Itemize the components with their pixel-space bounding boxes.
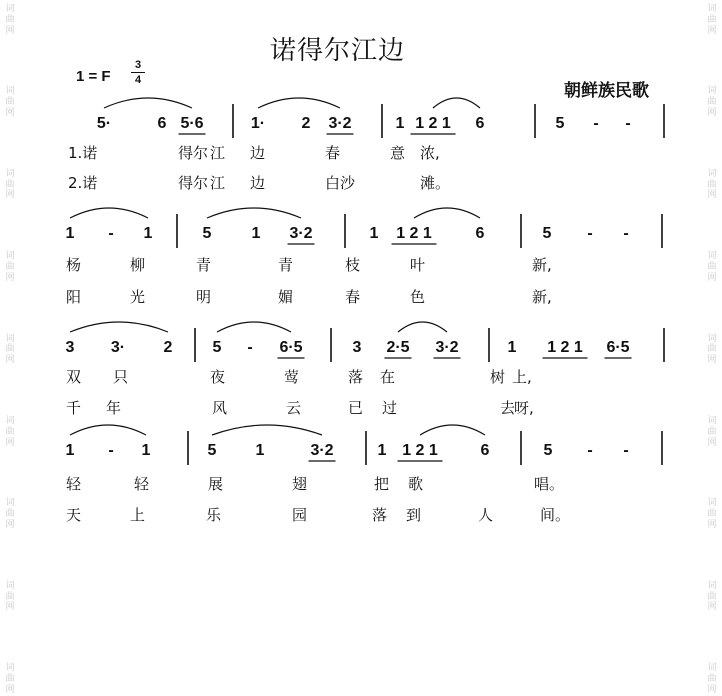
watermark-char: 曲	[707, 14, 717, 25]
lyric-word: 在	[380, 368, 396, 386]
watermark-char: 网	[707, 437, 717, 448]
watermark-char: 网	[707, 602, 717, 613]
lyric-word: 色	[410, 288, 426, 306]
note: 3	[352, 339, 362, 356]
lyric-word: 1.诺	[68, 144, 98, 162]
note: 5	[212, 339, 222, 356]
note: 1	[65, 225, 75, 242]
lyric-word: 柳	[130, 256, 146, 274]
note: -	[625, 115, 631, 132]
watermark-char: 词	[707, 251, 717, 262]
watermark-char: 网	[5, 272, 15, 283]
key-signature: 1 = F	[76, 68, 111, 85]
lyric-word: 2.诺	[68, 174, 98, 192]
watermark-char: 曲	[707, 261, 717, 272]
watermark-char: 曲	[5, 591, 15, 602]
lyric-word: 枝	[345, 256, 361, 274]
note: 6·5	[606, 339, 630, 356]
lyric-word: 阳	[66, 288, 82, 306]
note: 1	[395, 115, 405, 132]
note: 3·2	[310, 442, 334, 459]
watermark-char: 词	[5, 663, 15, 674]
lyric-word: 春	[345, 288, 361, 306]
slur-arc	[258, 98, 340, 108]
watermark-char: 曲	[5, 97, 15, 108]
lyric-word: 滩。	[420, 174, 451, 192]
note: 3	[65, 339, 75, 356]
watermark-char: 词	[5, 168, 15, 179]
note: 1 2 1	[396, 225, 432, 242]
slur-arc	[104, 98, 192, 108]
note: 3·2	[328, 115, 352, 132]
watermark-char: 曲	[707, 344, 717, 355]
lyric-word: 新,	[532, 288, 552, 306]
note: 3·2	[289, 225, 313, 242]
lyric-word: 春	[325, 144, 341, 162]
lyric-word: 翅	[292, 475, 308, 493]
watermark-char: 曲	[707, 591, 717, 602]
watermark-char: 网	[707, 684, 717, 695]
watermark-char: 网	[5, 684, 15, 695]
lyric-word: 青	[196, 256, 212, 274]
watermark-char: 曲	[707, 97, 717, 108]
note: 1 2 1	[415, 115, 451, 132]
note: -	[587, 442, 593, 459]
lyric-word: 新,	[532, 256, 552, 274]
note: -	[623, 225, 629, 242]
lyric-word: 乐	[206, 506, 222, 524]
lyric-word: 叶	[410, 256, 426, 274]
slur-arc	[420, 425, 485, 435]
watermark-char: 词	[707, 415, 717, 426]
lyric-word: 夜	[210, 368, 226, 386]
watermark-char: 网	[707, 25, 717, 36]
note: 5·	[96, 115, 112, 132]
slur-arc	[207, 208, 301, 218]
lyric-word: 媚	[278, 288, 294, 306]
note: 1	[377, 442, 387, 459]
lyric-word: 歌	[408, 475, 424, 493]
watermark-char: 网	[707, 355, 717, 366]
note: 1 2 1	[402, 442, 438, 459]
lyric-word: 江	[210, 174, 226, 192]
watermark-char: 词	[707, 4, 717, 14]
lyric-word: 年	[106, 399, 122, 417]
watermark-char: 曲	[707, 426, 717, 437]
watermark-char: 词	[707, 168, 717, 179]
lyric-word: 园	[292, 506, 308, 524]
watermark-char: 词	[707, 333, 717, 344]
note: 1	[65, 442, 75, 459]
note: 2·5	[386, 339, 410, 356]
watermark-char: 词	[5, 86, 15, 97]
time-signature-top: 3	[134, 59, 142, 71]
lyric-word: 得尔	[178, 144, 209, 162]
note: -	[593, 115, 599, 132]
watermark-char: 曲	[5, 673, 15, 684]
lyric-word: 天	[66, 506, 82, 524]
note: 5	[543, 442, 553, 459]
slur-arc	[414, 208, 480, 218]
note: 3·	[110, 339, 126, 356]
watermark-group	[707, 581, 716, 613]
slur-arc	[433, 98, 480, 108]
lyric-word: 间。	[540, 506, 571, 524]
lyric-word: 轻	[66, 475, 82, 493]
note: 5	[202, 225, 212, 242]
watermark-char: 网	[5, 602, 15, 613]
note: 1	[369, 225, 379, 242]
note: 5	[542, 225, 552, 242]
note: -	[108, 225, 114, 242]
watermark-char: 曲	[5, 426, 15, 437]
note: 1	[143, 225, 153, 242]
time-signature-bottom: 4	[134, 74, 142, 86]
watermark-char: 词	[5, 4, 15, 14]
lyric-word: 把	[374, 475, 390, 493]
lyric-word: 人	[478, 506, 494, 524]
lyric-word: 光	[130, 288, 146, 306]
song-title: 诺得尔江边	[270, 36, 406, 66]
watermark-char: 词	[5, 580, 15, 591]
note: 1 2 1	[547, 339, 583, 356]
note: -	[623, 442, 629, 459]
watermark-char: 曲	[707, 673, 717, 684]
watermark-char: 网	[707, 519, 717, 530]
watermark-char: 网	[5, 190, 15, 201]
watermark-char: 曲	[707, 179, 717, 190]
lyric-word: 边	[250, 174, 266, 192]
watermark-char: 词	[5, 251, 15, 262]
note: 1	[255, 442, 265, 459]
lyric-word: 杨	[66, 256, 82, 274]
lyric-word: 过	[382, 399, 398, 417]
lyric-word: 落	[372, 506, 388, 524]
watermark-group	[5, 581, 14, 613]
lyric-word: 落	[348, 368, 364, 386]
watermark-char: 词	[707, 663, 717, 674]
watermark-char: 词	[5, 498, 15, 509]
lyric-word: 树	[490, 368, 506, 386]
lyric-word: 江	[210, 144, 226, 162]
note: 1	[141, 442, 151, 459]
watermark-char: 网	[707, 190, 717, 201]
lyric-word: 已	[348, 399, 364, 417]
watermark-char: 网	[5, 355, 15, 366]
note: -	[108, 442, 114, 459]
lyric-word: 去	[500, 399, 516, 417]
lyric-word: 唱。	[534, 475, 565, 493]
lyric-word: 上	[130, 506, 146, 524]
slur-arc	[217, 322, 291, 332]
watermark-char: 曲	[5, 509, 15, 520]
watermark-char: 曲	[5, 14, 15, 25]
lyric-word: 意	[390, 144, 406, 162]
note: 1	[251, 225, 261, 242]
note: 3·2	[435, 339, 459, 356]
note: -	[247, 339, 253, 356]
note: -	[587, 225, 593, 242]
note: 1	[507, 339, 517, 356]
watermark-char: 网	[5, 437, 15, 448]
watermark-char: 词	[5, 333, 15, 344]
slur-arc	[398, 322, 447, 332]
watermark-char: 词	[707, 86, 717, 97]
note: 5	[207, 442, 217, 459]
lyric-word: 明	[196, 288, 212, 306]
note: 5·6	[180, 115, 204, 132]
lyric-word: 莺	[284, 368, 300, 386]
lyric-word: 云	[286, 399, 302, 417]
watermark-char: 曲	[5, 261, 15, 272]
lyric-word: 上,	[512, 368, 532, 386]
lyric-word: 轻	[134, 475, 150, 493]
lyric-word: 浓,	[420, 144, 440, 162]
note: 6	[480, 442, 490, 459]
watermark-char: 词	[5, 415, 15, 426]
watermark-char: 词	[707, 580, 717, 591]
watermark-char: 词	[707, 498, 717, 509]
watermark-group	[5, 663, 14, 695]
note: 6·5	[279, 339, 303, 356]
watermark-char: 曲	[707, 509, 717, 520]
lyric-word: 呀,	[514, 399, 534, 417]
slur-arc	[70, 425, 146, 435]
watermark-char: 曲	[5, 344, 15, 355]
note: 5	[555, 115, 565, 132]
song-origin: 朝鲜族民歌	[564, 81, 649, 101]
watermark-char: 网	[707, 107, 717, 118]
lyric-word: 青	[278, 256, 294, 274]
watermark-char: 网	[5, 519, 15, 530]
lyric-word: 得尔	[178, 174, 209, 192]
lyric-word: 千	[66, 399, 82, 417]
note: 2	[163, 339, 173, 356]
note: 6	[475, 225, 485, 242]
note: 2	[301, 115, 311, 132]
watermark-char: 网	[5, 107, 15, 118]
lyric-word: 白沙	[325, 174, 356, 192]
lyric-word: 双	[66, 368, 82, 386]
lyric-word: 风	[212, 399, 228, 417]
slur-arc	[212, 425, 322, 435]
note: 6	[475, 115, 485, 132]
lyric-word: 边	[250, 144, 266, 162]
slur-arc	[70, 322, 168, 332]
lyric-word: 展	[208, 475, 224, 493]
lyric-word: 到	[406, 506, 422, 524]
watermark-group	[707, 663, 716, 695]
lyric-word: 只	[113, 368, 129, 386]
watermark-char: 曲	[5, 179, 15, 190]
watermark-char: 网	[707, 272, 717, 283]
slur-arc	[70, 208, 148, 218]
note: 6	[157, 115, 167, 132]
watermark-char: 网	[5, 25, 15, 36]
note: 1·	[250, 115, 266, 132]
